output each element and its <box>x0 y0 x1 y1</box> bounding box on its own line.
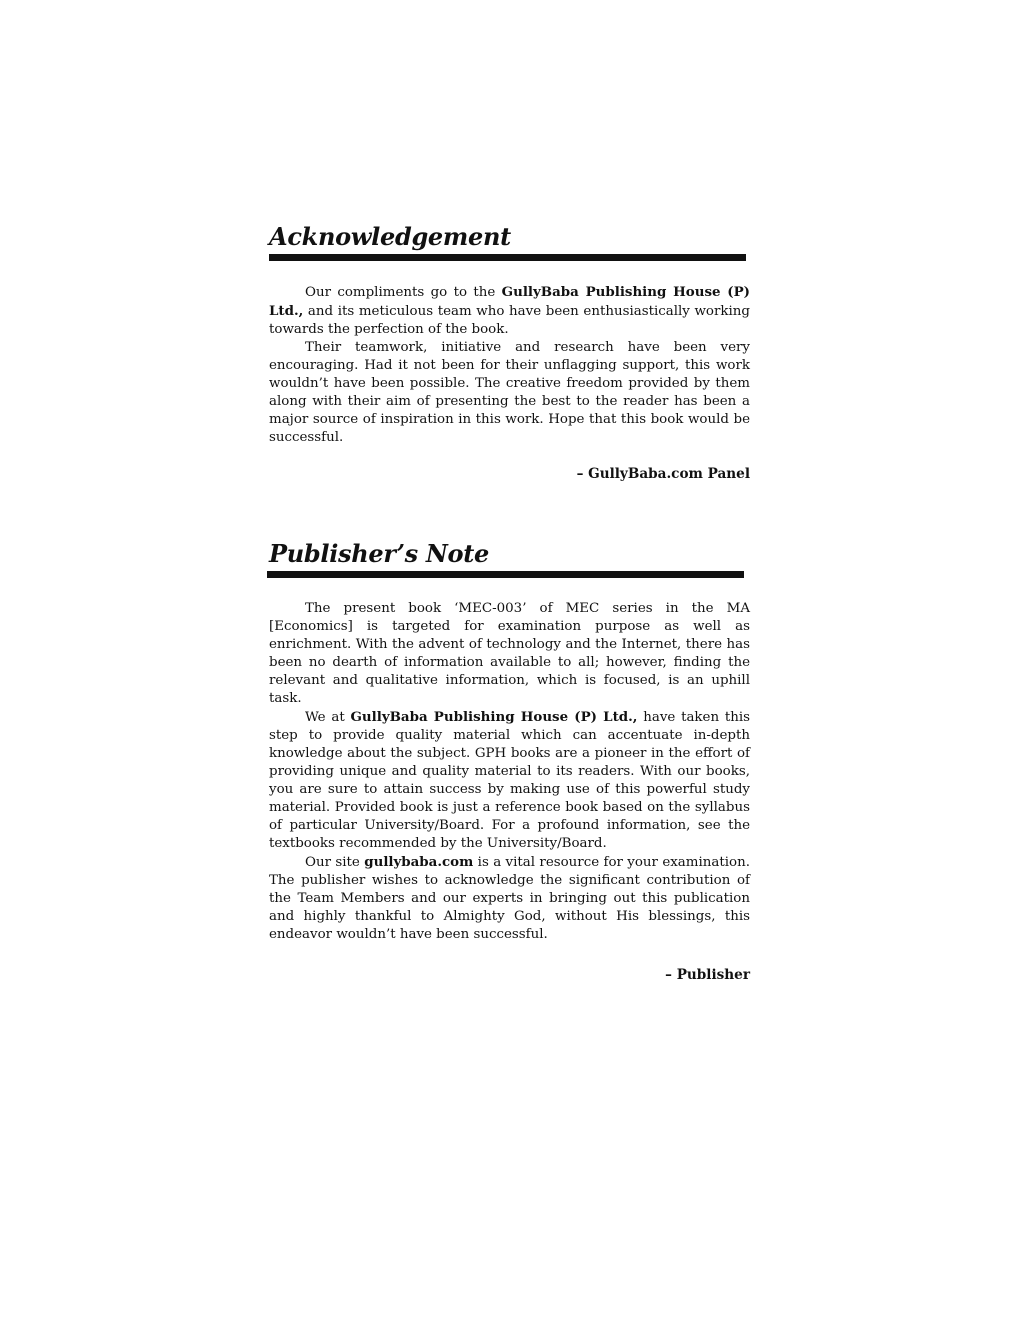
publishers-note-paragraph-2 <box>269 708 750 853</box>
publishers-note-signature: – Publisher <box>665 967 750 983</box>
ack-p1-publisher-name: GullyBaba Publishing House (P) Ltd., <box>269 284 750 319</box>
acknowledgement-paragraph-1 <box>269 283 750 339</box>
acknowledgement-section <box>269 222 750 483</box>
pub-p2-text-1: We at <box>305 710 351 725</box>
acknowledgement-title: Acknowledgement <box>269 222 511 251</box>
pub-p2-text-2: have taken this step to provide quality material which can accentuate in-depth knowledge about the subject. GPH books are a pioneer in the effort of providing unique and quality material to its readers. With our books, you are sure to attain success by making use of this powerful study material. Provided book is just a reference book based on the syllabus of particular University/Board. For a profound information, see the textbooks recommended by the University/Board. <box>269 710 751 851</box>
pub-p2-publisher-name: GullyBaba Publishing House (P) Ltd., <box>350 709 638 725</box>
publishers-note-rule <box>267 571 744 578</box>
publishers-note-paragraph-3 <box>269 853 750 944</box>
ack-p1-text-2: and its meticulous team who have been enthusiastically working towards the perfection of the book. <box>269 304 750 337</box>
publishers-note-paragraph-1: The present book ‘MEC-003’ of MEC series in the MA [Economics] is targeted for examination purpose as well as enrichment. With the advent of technology and the Internet, there has been no dearth of information available to all; however, finding the relevant and qualitative information, which is focused, is an uphill task. <box>269 601 750 706</box>
acknowledgement-paragraph-2: Their teamwork, initiative and research have been very encouraging. Had it not been for their unflagging support, this work wouldn’t have been possible. The creative freedom provided by them along with their aim of presenting the best to the reader has been a major source of inspiration in this work. Hope that this book would be successful. <box>269 340 750 445</box>
ack-p1-text-1: Our compliments go to the <box>305 285 502 300</box>
pub-p3-site-name: gullybaba.com <box>364 854 474 870</box>
publishers-note-section <box>269 539 750 984</box>
acknowledgement-signature: – GullyBaba.com Panel <box>576 466 750 482</box>
publishers-note-title: Publisher’s Note <box>269 539 489 568</box>
publishers-note-body <box>269 600 750 944</box>
acknowledgement-body <box>269 283 750 447</box>
pub-p3-text-1: Our site <box>305 855 365 870</box>
pub-p3-text-2: is a vital resource for your examination. The publisher wishes to acknowledge the significant contribution of the Team Members and our experts in bringing out this publication and highly thankful to Almighty God, without His blessings, this endeavor wouldn’t have been successful. <box>269 855 750 942</box>
acknowledgement-rule <box>269 254 746 261</box>
